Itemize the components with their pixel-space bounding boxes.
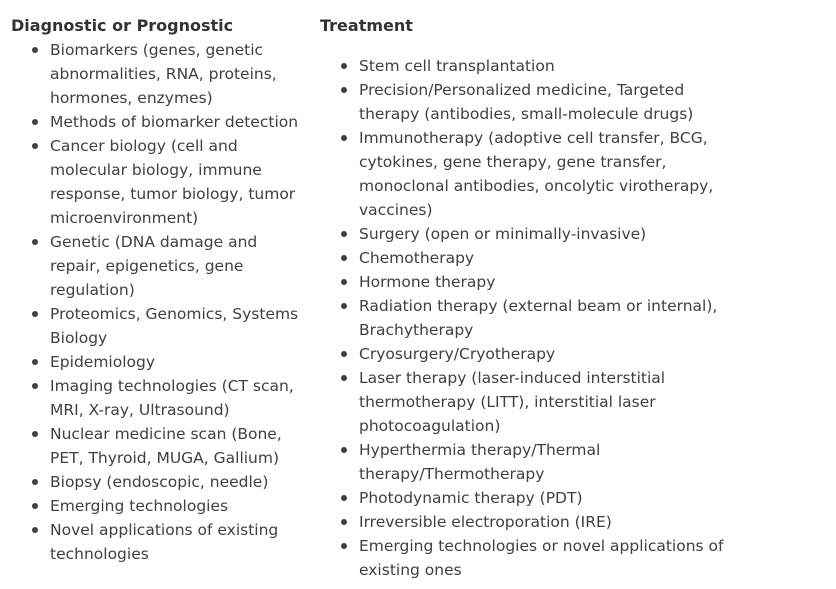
list-item: Emerging technologies	[11, 494, 311, 518]
list-item: Chemotherapy	[320, 246, 730, 270]
list-item: Biomarkers (genes, genetic abnormalities, RNA, proteins, hormones, enzymes)	[11, 38, 311, 110]
list-item: Hormone therapy	[320, 270, 730, 294]
diagnostic-list	[11, 38, 311, 566]
treatment-list	[320, 54, 730, 582]
list-item: Epidemiology	[11, 350, 311, 374]
list-item: Hyperthermia therapy/Thermal therapy/Thermotherapy	[320, 438, 730, 486]
list-item: Nuclear medicine scan (Bone, PET, Thyroid, MUGA, Gallium)	[11, 422, 311, 470]
list-item: Immunotherapy (adoptive cell transfer, BCG, cytokines, gene therapy, gene transfer, monoclonal antibodies, oncolytic virotherapy, vaccines)	[320, 126, 730, 222]
list-item: Irreversible electroporation (IRE)	[320, 510, 730, 534]
treatment-column	[320, 14, 730, 582]
list-item: Cancer biology (cell and molecular biology, immune response, tumor biology, tumor microenvironment)	[11, 134, 311, 230]
list-item: Emerging technologies or novel applications of existing ones	[320, 534, 730, 582]
list-item: Genetic (DNA damage and repair, epigenetics, gene regulation)	[11, 230, 311, 302]
list-item: Imaging technologies (CT scan, MRI, X-ray, Ultrasound)	[11, 374, 311, 422]
diagnostic-heading: Diagnostic or Prognostic	[11, 16, 234, 35]
list-item: Stem cell transplantation	[320, 54, 730, 78]
treatment-heading: Treatment	[320, 16, 413, 35]
list-item: Laser therapy (laser-induced interstitial thermotherapy (LITT), interstitial laser photocoagulation)	[320, 366, 730, 438]
list-item: Methods of biomarker detection	[11, 110, 311, 134]
list-item: Proteomics, Genomics, Systems Biology	[11, 302, 311, 350]
diagnostic-column	[11, 14, 311, 566]
list-item: Novel applications of existing technologies	[11, 518, 311, 566]
list-item: Biopsy (endoscopic, needle)	[11, 470, 311, 494]
list-item: Cryosurgery/Cryotherapy	[320, 342, 730, 366]
list-item: Surgery (open or minimally-invasive)	[320, 222, 730, 246]
list-item: Photodynamic therapy (PDT)	[320, 486, 730, 510]
list-item: Radiation therapy (external beam or internal), Brachytherapy	[320, 294, 730, 342]
list-item: Precision/Personalized medicine, Targeted therapy (antibodies, small-molecule drugs)	[320, 78, 730, 126]
